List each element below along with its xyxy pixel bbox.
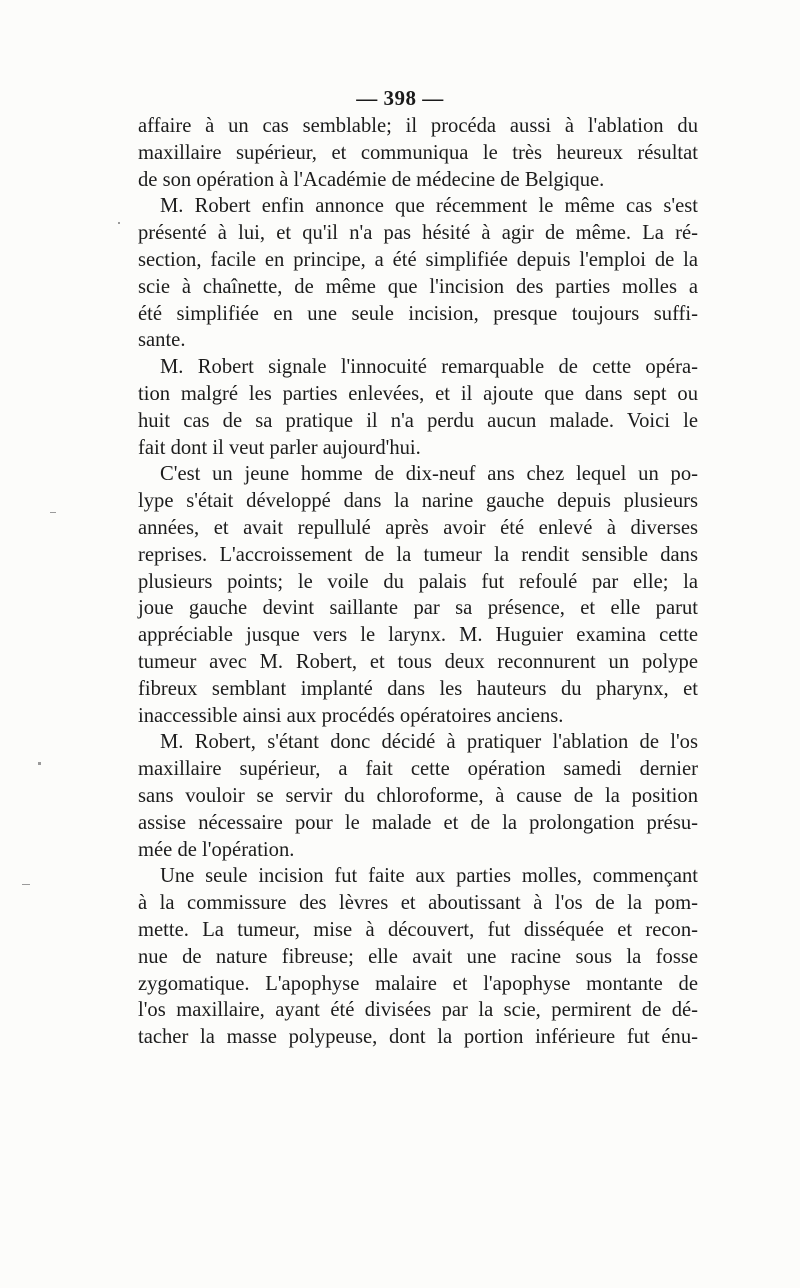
text-line: nue de nature fibreuse; elle avait une racine sous la fosse	[138, 945, 698, 968]
text-line: de son opération à l'Académie de médecine de Belgique.	[138, 168, 605, 191]
text-line: présenté à lui, et qu'il n'a pas hésité à agir de même. La ré-	[138, 222, 698, 245]
text-line: joue gauche devint saillante par sa présence, et elle parut	[138, 597, 698, 620]
text-line: lype s'était développé dans la narine gauche depuis plusieurs	[138, 490, 698, 513]
text-line: affaire à un cas semblable; il procéda aussi à l'ablation du	[138, 115, 698, 137]
page-number: — 398 —	[356, 86, 444, 110]
text-line: tacher la masse polypeuse, dont la portion inférieure fut énu-	[138, 1026, 698, 1049]
text-line: mette. La tumeur, mise à découvert, fut disséquée et recon-	[138, 918, 698, 941]
margin-speck	[38, 762, 41, 765]
margin-speck	[50, 512, 56, 513]
text-line: zygomatique. L'apophyse malaire et l'apophyse montante de	[138, 972, 698, 995]
margin-speck	[22, 884, 30, 885]
text-line: sante.	[138, 329, 186, 352]
text-line: l'os maxillaire, ayant été divisées par la scie, permirent de dé-	[138, 999, 698, 1022]
text-line: tumeur avec M. Robert, et tous deux reconnurent un polype	[138, 650, 698, 673]
text-line: maxillaire supérieur, et communiqua le très heureux résultat	[138, 141, 698, 164]
text-line: plusieurs points; le voile du palais fut refoulé par elle; la	[138, 570, 698, 593]
text-line: C'est un jeune homme de dix-neuf ans chez lequel un po-	[160, 463, 698, 486]
text-line: maxillaire supérieur, a fait cette opération samedi dernier	[138, 758, 698, 781]
text-line: huit cas de sa pratique il n'a perdu aucun malade. Voici le	[138, 409, 698, 432]
margin-speck	[118, 222, 120, 224]
text-line: mée de l'opération.	[138, 838, 295, 861]
text-line: scie à chaînette, de même que l'incision des parties molles a	[138, 275, 698, 298]
text-line: M. Robert signale l'innocuité remarquable de cette opéra-	[160, 356, 698, 379]
body-text	[138, 113, 698, 1051]
text-line: reprises. L'accroissement de la tumeur la rendit sensible dans	[138, 543, 698, 566]
text-line: inaccessible ainsi aux procédés opératoires anciens.	[138, 704, 564, 727]
text-line: à la commissure des lèvres et aboutissant à l'os de la pom-	[138, 892, 698, 915]
text-line: années, et avait repullulé après avoir été enlevé à diverses	[138, 516, 698, 539]
text-line: fibreux semblant implanté dans les hauteurs du pharynx, et	[138, 677, 698, 700]
text-line: section, facile en principe, a été simplifiée depuis l'emploi de la	[138, 248, 698, 271]
text-line: Une seule incision fut faite aux parties molles, commençant	[160, 865, 698, 888]
text-line: tion malgré les parties enlevées, et il ajoute que dans sept ou	[138, 382, 698, 405]
text-line: assise nécessaire pour le malade et de la prolongation présu-	[138, 811, 698, 834]
text-line: appréciable jusque vers le larynx. M. Huguier examina cette	[138, 624, 698, 647]
text-line: M. Robert, s'étant donc décidé à pratiquer l'ablation de l'os	[160, 731, 698, 754]
text-line: fait dont il veut parler aujourd'hui.	[138, 436, 421, 459]
text-line: été simplifiée en une seule incision, presque toujours suffi-	[138, 302, 698, 325]
text-line: sans vouloir se servir du chloroforme, à cause de la position	[138, 784, 698, 807]
text-line: M. Robert enfin annonce que récemment le même cas s'est	[160, 195, 698, 218]
